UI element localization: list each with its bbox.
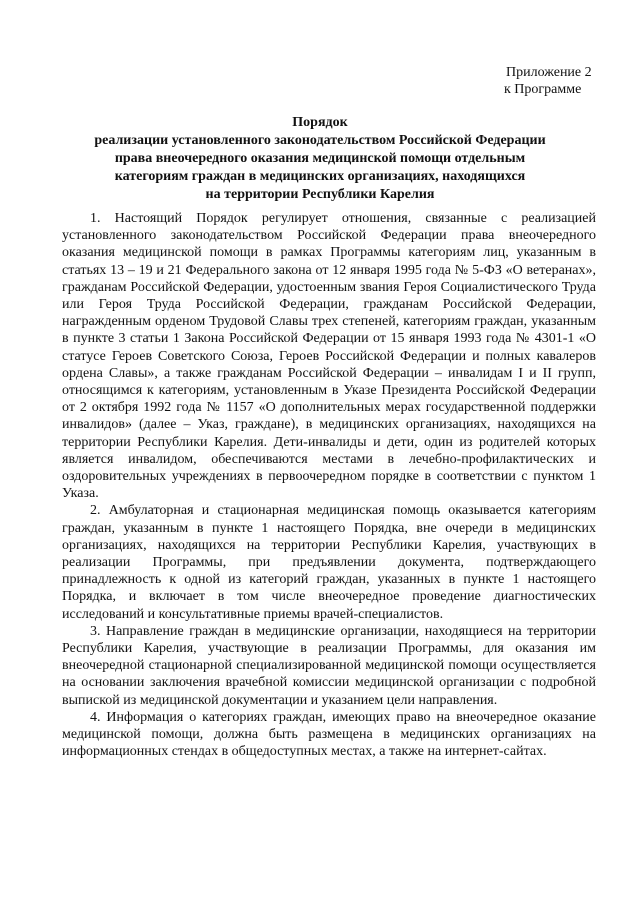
title-line-3: права внеочередного оказания медицинской помощи отдельным	[114, 151, 526, 166]
document-title	[60, 114, 580, 204]
title-line-1: Порядок	[292, 115, 348, 130]
document-body	[62, 210, 596, 761]
title-line-2: реализации установленного законодательством Российской Федерации	[94, 133, 546, 148]
paragraph-3: 3. Направление граждан в медицинские организации, находящиеся на территории Республики Карелия, участвующие в реализации Программы, для оказания им внеочередной стационарной специализированной медицинской помощи осуществляется на основании заключения врачебной комиссии медицинской организации с подробной выпиской из медицинской документации и указанием цели направления.	[62, 623, 596, 708]
appendix-reference: к Программе	[504, 82, 582, 97]
paragraph-4: 4. Информация о категориях граждан, имеющих право на внеочередное оказание медицинской помощи, должна быть размещена в медицинских организациях на информационных стендах в общедоступных местах, а также на интернет-сайтах.	[62, 709, 596, 760]
title-line-4: категориям граждан в медицинских организациях, находящихся	[114, 169, 526, 184]
title-line-5: на территории Республики Карелия	[205, 187, 435, 202]
appendix-header	[460, 64, 600, 98]
paragraph-1: 1. Настоящий Порядок регулирует отношения, связанные с реализацией установленного законодательством Российской Федерации права внеочередного оказания медицинской помощи в рамках Программы категориям лиц, указанным в статьях 13 – 19 и 21 Федерального закона от 12 января 1995 года № 5-ФЗ «О ветеранах», гражданам Российской Федерации, удостоенным звания Героя Социалистического Труда или Героя Труда Российской Федерации, гражданам Российской Федерации, награжденным орденом Трудовой Славы трех степеней, категориям граждан, указанным в пункте 3 статьи 1 Закона Российской Федерации от 15 января 1993 года № 4301-1 «О статусе Героев Советского Союза, Героев Российской Федерации и полных кавалеров ордена Славы», а также гражданам Российской Федерации – инвалидам I и II групп, относящимся к категориям, установленным в Указе Президента Российской Федерации от 2 октября 1992 года № 1157 «О дополнительных мерах государственной поддержки инвалидов» (далее – Указ, граждане), в медицинских организациях, находящихся на территории Республики Карелия. Дети-инвалиды и дети, один из родителей которых является инвалидом, обеспечиваются местами в лечебно-профилактических и оздоровительных учреждениях в первоочередном порядке в соответствии с пунктом 1 Указа.	[62, 211, 596, 502]
appendix-number: Приложение 2	[506, 65, 592, 80]
paragraph-2: 2. Амбулаторная и стационарная медицинская помощь оказывается категориям граждан, указанным в пункте 1 настоящего Порядка, вне очереди в медицинских организациях, находящихся на территории Республики Карелия, участвующих в реализации Программы, при предъявлении документа, подтверждающего принадлежность к одной из категорий граждан, указанных в пункте 1 настоящего Порядка, и включает в том числе внеочередное проведение диагностических исследований и консультативные приемы врачей-специалистов.	[62, 503, 596, 622]
